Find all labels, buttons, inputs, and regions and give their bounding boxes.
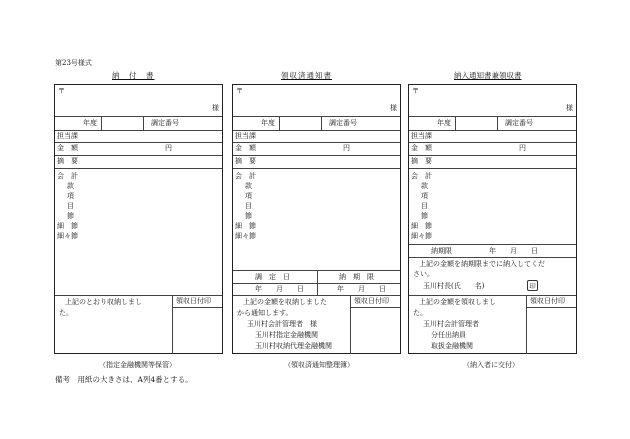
signatory-2: 分任出納員 [431, 331, 466, 339]
chotei-bi-label: 調 定 日 [255, 273, 290, 281]
saisetsu-label: 細 節 [411, 222, 432, 230]
form3 [408, 84, 577, 354]
stamp-label: 領収日付印 [530, 297, 565, 305]
postal-mark: 〒 [412, 87, 419, 95]
sama-label: 様 [566, 104, 573, 112]
tekiyo-label: 摘 要 [57, 157, 78, 165]
form3-title: 納入通知書兼領収書 [454, 71, 522, 80]
receipt-text-1: 上記の金額を領収しまし [419, 298, 496, 306]
kan-label: 款 [67, 182, 74, 190]
en-label: 円 [343, 144, 350, 152]
postal-mark: 〒 [236, 87, 243, 95]
kingaku-label: 金 額 [411, 144, 432, 152]
stamp-label: 領収日付印 [354, 297, 389, 305]
nendo-label: 年度 [437, 119, 451, 127]
ko-label: 項 [421, 192, 428, 200]
form2-caption: （領収済通知整理簿） [284, 361, 354, 369]
receipt-text-2: た。 [59, 309, 73, 317]
payment-notice-1: 上記の金額を納期限までに納入してくだ [419, 260, 545, 268]
signatory-1: 玉川村会計管理者 [423, 320, 479, 328]
form-number: 第23号様式 [55, 59, 92, 67]
kan-label: 款 [245, 182, 252, 190]
addressee-2: 玉川村指定金融機関 [255, 331, 318, 339]
mayor-name: 玉川村長(氏 名) [423, 282, 485, 290]
signatory-3: 取扱金融機関 [431, 342, 473, 350]
tekiyo-label: 摘 要 [235, 157, 256, 165]
form3-caption: （納入者に交付） [463, 361, 519, 369]
kingaku-label: 金 額 [57, 144, 78, 152]
kaikei-label: 会 計 [235, 172, 256, 180]
kaikei-label: 会 計 [411, 172, 432, 180]
moku-label: 目 [67, 202, 74, 210]
chotei-label: 調定番号 [329, 119, 357, 127]
form1-caption: （指定金融機関等保管） [99, 361, 176, 369]
nouki-date: 年 月 日 [337, 285, 386, 293]
notice-text-1: 上記の金額を収納しました [243, 298, 327, 306]
en-label: 円 [519, 144, 526, 152]
saisaisetsu-label: 細々節 [411, 232, 432, 240]
tanto-label: 担当課 [57, 132, 78, 140]
tanto-label: 担当課 [235, 132, 256, 140]
chotei-bi-date: 年 月 日 [255, 285, 304, 293]
nouki-date: 年 月 日 [489, 247, 538, 255]
moku-label: 目 [245, 202, 252, 210]
postal-mark: 〒 [58, 87, 65, 95]
moku-label: 目 [421, 202, 428, 210]
sama-label: 様 [212, 104, 219, 112]
nendo-label: 年度 [83, 119, 97, 127]
addressee-3: 玉川村収納代理金融機関 [255, 342, 332, 350]
receipt-text-1: 上記のとおり収納しまし [65, 298, 142, 306]
form1-title: 納 付 書 [112, 71, 155, 80]
tekiyo-label: 摘 要 [411, 157, 432, 165]
ko-label: 項 [67, 192, 74, 200]
form2 [232, 84, 401, 354]
chotei-label: 調定番号 [151, 119, 179, 127]
setsu-label: 節 [421, 212, 428, 220]
nouki-label: 納 期 限 [339, 273, 374, 281]
payment-notice-2: さい。 [413, 270, 434, 278]
nouki-label: 納期限 [431, 247, 452, 255]
addressee-1: 玉川村会計管理者 様 [247, 320, 317, 328]
receipt-text-2: た。 [413, 309, 427, 317]
kingaku-label: 金 額 [235, 144, 256, 152]
notice-text-2: から通知します。 [237, 309, 293, 317]
setsu-label: 節 [245, 212, 252, 220]
saisetsu-label: 細 節 [57, 222, 78, 230]
stamp-label: 領収日付印 [176, 297, 211, 305]
saisaisetsu-label: 細々節 [57, 232, 78, 240]
tanto-label: 担当課 [411, 132, 432, 140]
form1 [54, 84, 223, 354]
setsu-label: 節 [67, 212, 74, 220]
form2-title: 領収済通知書 [281, 71, 332, 80]
saisetsu-label: 細 節 [235, 222, 256, 230]
sama-label: 様 [390, 104, 397, 112]
seal-mark: 印 [527, 280, 538, 291]
nendo-label: 年度 [261, 119, 275, 127]
chotei-label: 調定番号 [505, 119, 533, 127]
remarks: 備考 用紙の大きさは、A列4番とする。 [55, 375, 193, 384]
saisaisetsu-label: 細々節 [235, 232, 256, 240]
ko-label: 項 [245, 192, 252, 200]
kaikei-label: 会 計 [57, 172, 78, 180]
kan-label: 款 [421, 182, 428, 190]
en-label: 円 [165, 144, 172, 152]
